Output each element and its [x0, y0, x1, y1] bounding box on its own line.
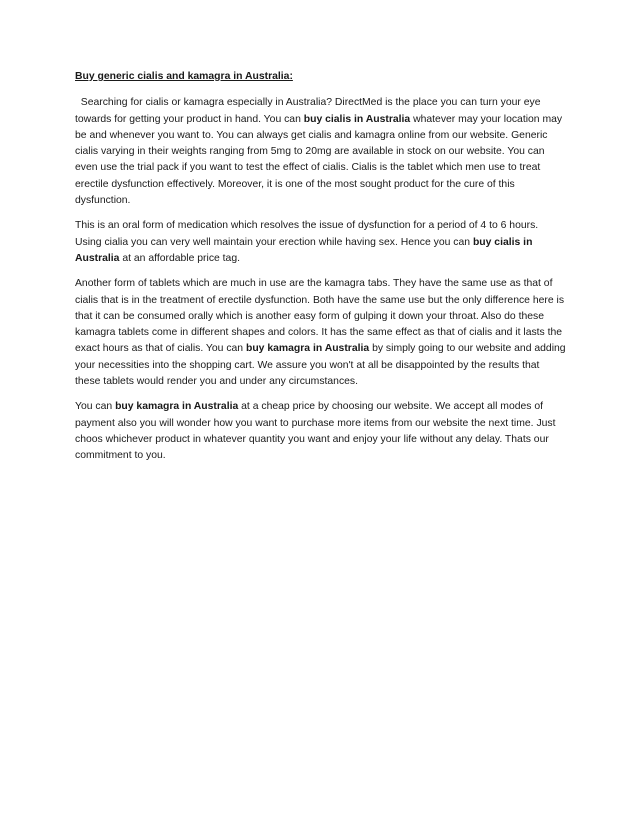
paragraph-1 — [75, 95, 567, 209]
paragraph-text: by simply going to our website and adding your necessities into the shopping cart. We assure you won't at all be disappointed by the results that these tablets would render you and under any circumstances. — [75, 343, 566, 388]
bold-keyword: buy cialis in Australia — [303, 113, 411, 125]
paragraph-text: whatever may your location may be and whenever you want to. You can always get cialis and kamagra online from our website. Generic cialis varying in their weights ranging from 5mg to 20mg are available in stock on our website. You can even use the trial pack if you want to test the effect of cialis. Cialis is the tablet which men use to treat erectile dysfunction effectively. Moreover, it is one of the most sought product for the cure of this dysfunction. — [75, 113, 563, 207]
document-heading: Buy generic cialis and kamagra in Australia: — [75, 71, 293, 82]
bold-keyword: buy kamagra in Australia — [245, 343, 370, 355]
paragraph-text: Searching for cialis or kamagra especially in Australia? DirectMed is the place you can turn your eye towards for getting your product in hand. You can — [75, 97, 544, 125]
paragraph-text: at an affordable price tag. — [119, 252, 241, 264]
paragraph-list — [75, 95, 567, 464]
paragraph-2 — [75, 218, 567, 267]
bold-keyword: buy kamagra in Australia — [115, 401, 239, 413]
bold-keyword: buy cialis in Australia — [75, 236, 533, 264]
paragraph-text: at a cheap price by choosing our website. We accept all modes of payment also you will wonder how you want to purchase more items from our website the next time. Just choos whichever product in whatever quantity you want and enjoy your life without any delay. Thats our commitment to you. — [75, 401, 556, 462]
paragraph-4 — [75, 399, 567, 464]
paragraph-text: You can — [75, 401, 116, 413]
document-body — [75, 69, 567, 474]
paragraph-text: Another form of tablets which are much in use are the kamagra tabs. They have the same use as that of cialis that is in the treatment of erectile dysfunction. Both have the same use but the only difference here is that it can be consumed orally which is another easy form of gulping it down your throat. Also do these kamagra tablets come in different shapes and colors. It has the same effect as that of cialis and it lasts the exact hours as that of cialis. You can — [75, 278, 565, 355]
paragraph-3 — [75, 276, 567, 390]
paragraph-text: This is an oral form of medication which resolves the issue of dysfunction for a period of 4 to 6 hours. Using cialia you can very well maintain your erection while having sex. Hence you can — [75, 220, 539, 248]
